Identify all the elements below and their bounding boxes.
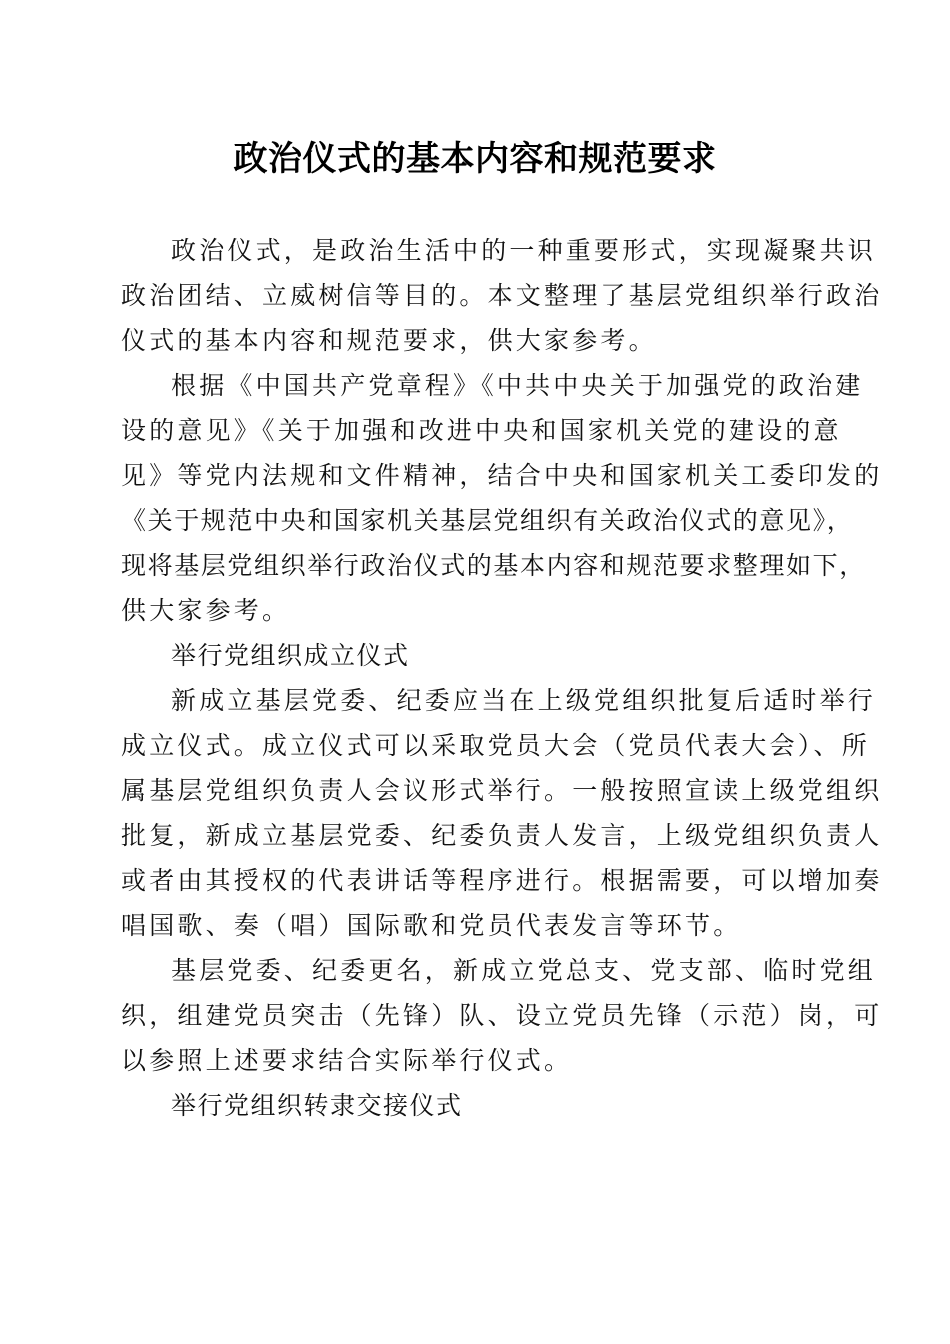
section-heading [121, 633, 831, 678]
text-line: 或者由其授权的代表讲话等程序进行。根据需要，可以增加奏 [121, 866, 883, 895]
text-line: 以参照上述要求结合实际举行仪式。 [121, 1046, 573, 1075]
heading-line: 举行党组织成立仪式 [171, 641, 410, 670]
section-heading [121, 1083, 831, 1128]
text-line: 现将基层党组织举行政治仪式的基本内容和规范要求整理如下， [121, 551, 866, 580]
paragraph-renaming [121, 948, 883, 1083]
heading-line: 举行党组织转隶交接仪式 [171, 1091, 463, 1120]
paragraph-establishment [121, 678, 883, 948]
text-line: 基层党委、纪委更名，新成立党总支、党支部、临时党组 [171, 956, 877, 985]
text-line: 见》等党内法规和文件精神，结合中央和国家机关工委印发的 [121, 461, 883, 490]
text-line: 唱国歌、奏（唱）国际歌和党员代表发言等环节。 [121, 911, 742, 940]
text-line: 织，组建党员突击（先锋）队、设立党员先锋（示范）岗，可 [121, 1001, 883, 1030]
text-line: 属基层党组织负责人会议形式举行。一般按照宣读上级党组织 [121, 776, 883, 805]
text-line: 根据《中国共产党章程》《中共中央关于加强党的政治建 [171, 371, 864, 400]
text-line: 仪式的基本内容和规范要求，供大家参考。 [121, 326, 657, 355]
text-line: 政治仪式，是政治生活中的一种重要形式，实现凝聚共识 [171, 236, 877, 265]
document-body [121, 228, 883, 1128]
text-line: 供大家参考。 [121, 596, 291, 625]
text-line: 《关于规范中央和国家机关基层党组织有关政治仪式的意见》， [121, 506, 854, 535]
text-line: 批复，新成立基层党委、纪委负责人发言，上级党组织负责人 [121, 821, 883, 850]
document-title: 政治仪式的基本内容和规范要求 [233, 139, 717, 179]
paragraph-basis [121, 363, 883, 633]
text-line: 设的意见》《关于加强和改进中央和国家机关党的建设的意 [121, 416, 842, 445]
text-line: 政治团结、立威树信等目的。本文整理了基层党组织举行政治 [121, 281, 883, 310]
text-line: 成立仪式。成立仪式可以采取党员大会（党员代表大会）、所 [121, 731, 870, 760]
text-line: 新成立基层党委、纪委应当在上级党组织批复后适时举行 [171, 686, 877, 715]
paragraph-intro [121, 228, 883, 363]
